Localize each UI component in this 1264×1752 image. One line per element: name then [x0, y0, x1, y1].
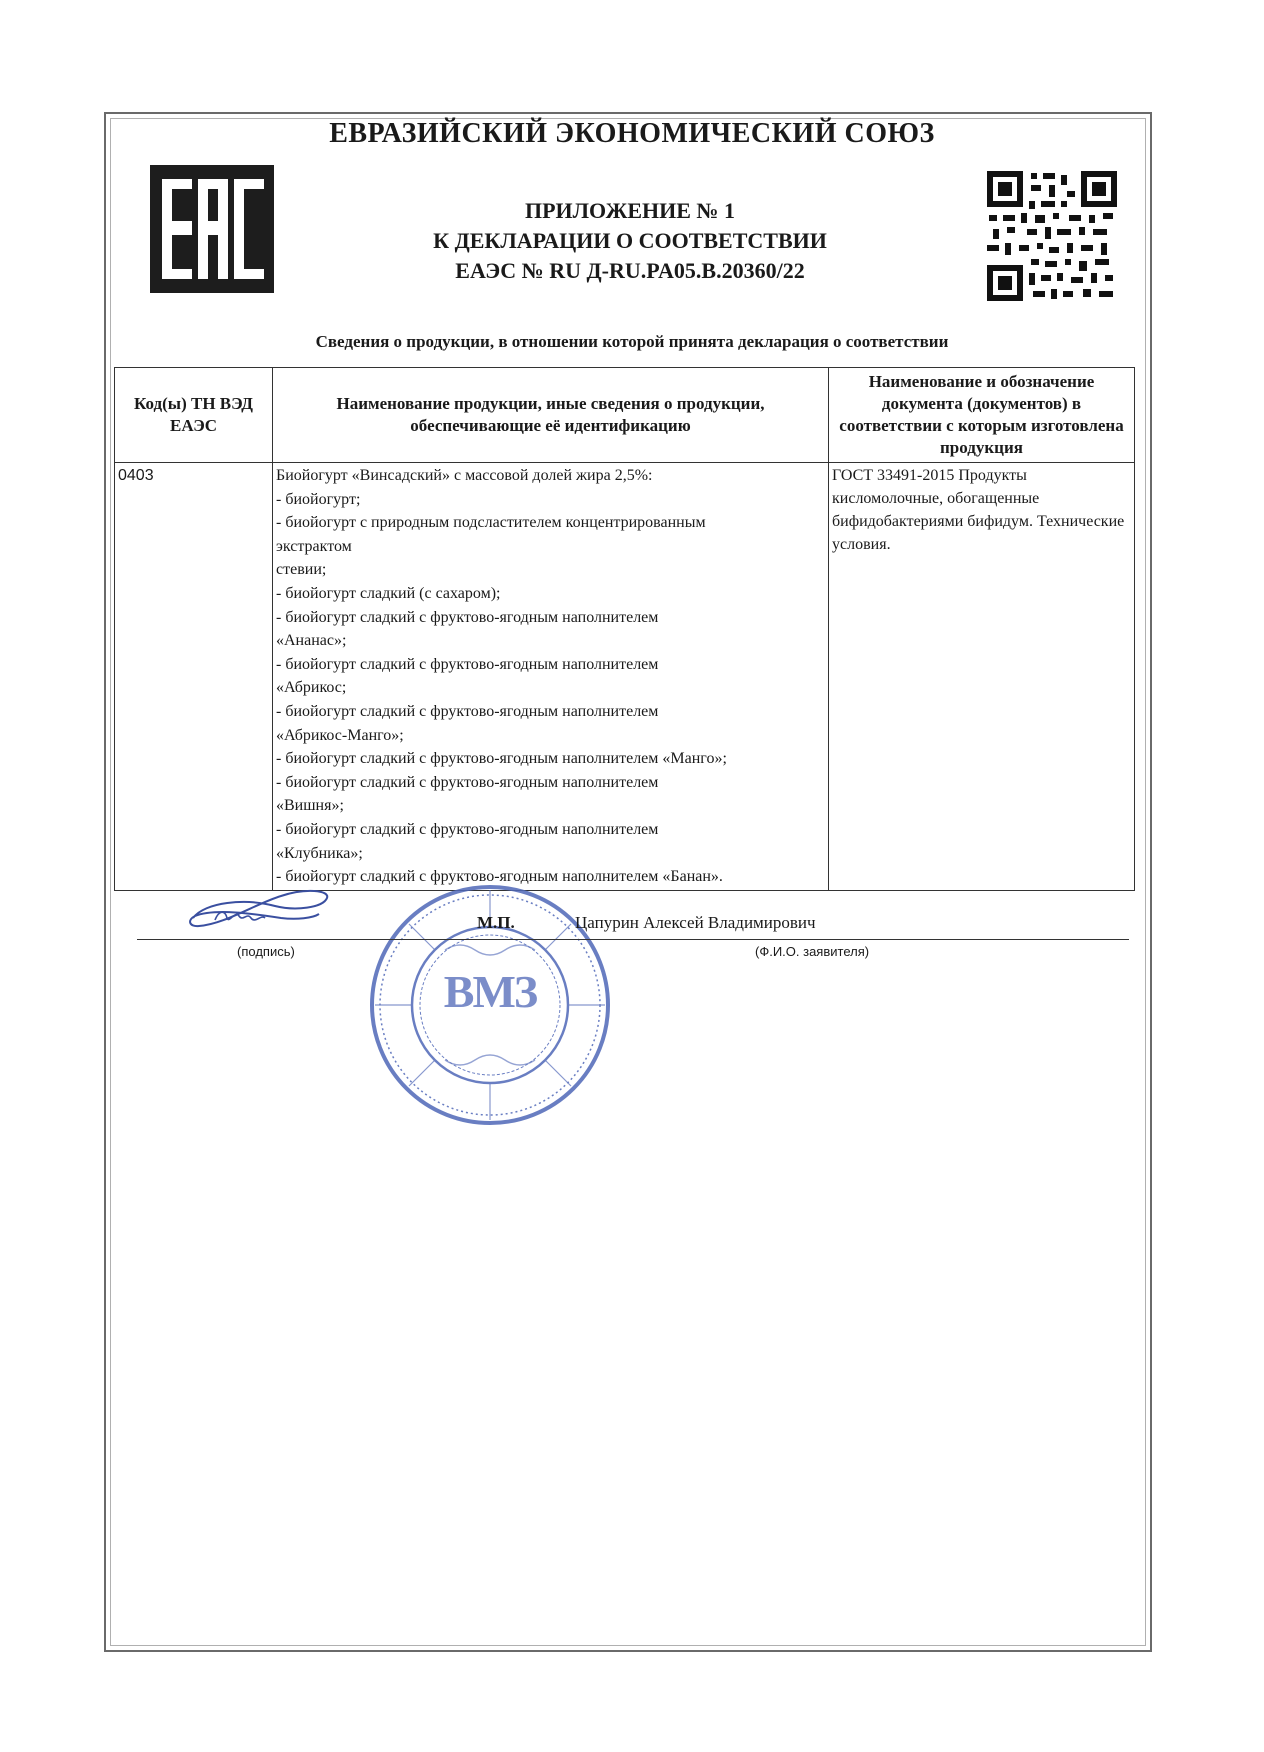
table-header-row	[115, 368, 1135, 463]
product-line: - биойогурт сладкий с фруктово-ягодным наполнителем	[276, 608, 659, 626]
product-line: Биойогурт «Винсадский» с массовой долей жира 2,5%:	[276, 467, 653, 484]
appendix-heading	[300, 196, 960, 286]
product-line: «Вишня»;	[276, 797, 344, 815]
signature-line	[137, 939, 1129, 940]
signature-caption: (подпись)	[237, 944, 295, 959]
product-line: «Абрикос;	[276, 679, 347, 697]
product-line: экстрактом	[276, 537, 352, 555]
table-row	[115, 463, 1135, 891]
header-standard: Наименование и обозначение документа (документов) в соответствии с которым изготовлена продукция	[829, 368, 1135, 463]
stamp-text: ВМЗ	[443, 966, 537, 1017]
product-line: «Клубника»;	[276, 844, 363, 862]
signer-name: Цапурин Алексей Владимирович	[575, 913, 816, 932]
eac-logo	[150, 165, 274, 293]
product-line: - биойогурт сладкий с фруктово-ягодным наполнителем	[276, 820, 659, 838]
product-line: - биойогурт сладкий (с сахаром);	[276, 584, 501, 602]
appendix-line: К ДЕКЛАРАЦИИ О СООТВЕТСТВИИ	[433, 228, 827, 253]
product-line: - биойогурт сладкий с фруктово-ягодным наполнителем	[276, 655, 659, 673]
product-line: - биойогурт;	[276, 490, 361, 508]
product-line: - биойогурт с природным подсластителем концентрированным	[276, 514, 706, 532]
header-code: Код(ы) ТН ВЭД ЕАЭС	[115, 368, 273, 463]
cell-product	[273, 463, 829, 891]
header-product: Наименование продукции, иные сведения о продукции, обеспечивающие её идентификацию	[273, 368, 829, 463]
seal-placeholder-label: М.П.	[477, 913, 515, 932]
product-line: «Абрикос-Манго»;	[276, 726, 404, 744]
product-line: - биойогурт сладкий с фруктово-ягодным наполнителем	[276, 702, 659, 720]
union-title: ЕВРАЗИЙСКИЙ ЭКОНОМИЧЕСКИЙ СОЮЗ	[329, 118, 935, 149]
cell-code: 0403	[115, 463, 273, 891]
standard-text: ГОСТ 33491-2015 Продукты кисломолочные, обогащенные бифидобактериями бифидум. Технические условия.	[832, 467, 1125, 553]
signature	[185, 880, 335, 940]
product-line: «Ананас»;	[276, 632, 347, 650]
appendix-line: ПРИЛОЖЕНИЕ № 1	[524, 198, 736, 223]
qr-code	[987, 171, 1117, 301]
product-line: - биойогурт сладкий с фруктово-ягодным наполнителем	[276, 773, 659, 791]
declaration-number: ЕАЭС № RU Д-RU.PA05.B.20360/22	[455, 258, 805, 283]
product-table	[114, 367, 1135, 891]
section-subtitle: Сведения о продукции, в отношении которой принята декларация о соответствии	[315, 332, 949, 351]
cell-standard	[829, 463, 1135, 891]
product-line: стевии;	[276, 561, 327, 579]
product-line: - биойогурт сладкий с фруктово-ягодным наполнителем «Манго»;	[276, 750, 727, 768]
name-caption: (Ф.И.О. заявителя)	[755, 944, 870, 959]
product-line: - биойогурт сладкий с фруктово-ягодным наполнителем «Банан».	[276, 868, 723, 886]
